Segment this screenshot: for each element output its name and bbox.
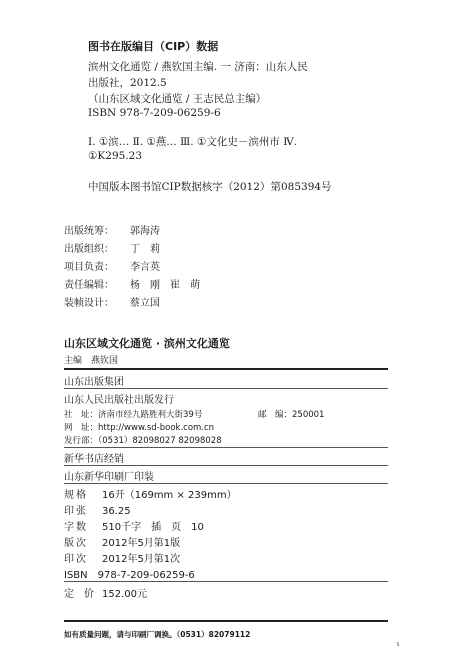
website-value: http://www.sd-book.com.cn [98,423,215,433]
staff-row-coordinator [64,222,160,237]
spec-label: 印次 [64,554,88,565]
printer: 山东新华印刷厂印装 [64,472,154,483]
main-editor [64,353,118,366]
staff-label: 出版统筹： [64,226,114,237]
editor-label: 主编 [64,356,83,366]
staff-label: 责任编辑： [64,280,114,291]
cip-line-3: （山东区域文化通览 / 王志民总主编） [88,93,267,105]
cip-line-2: 出版社，2012.5 [88,77,167,89]
publisher-group: 山东出版集团 [64,377,124,388]
publisher-postcode-row [258,408,324,420]
price-value: 152.00元 [102,589,147,600]
publisher-phone-row [64,434,222,446]
editor-name: 燕钦国 [91,356,119,366]
price-label: 定 价 [64,589,94,600]
publisher-address-row [64,408,202,420]
address-value: 济南市经九路胜利大街39号 [98,410,203,420]
spec-row-format [64,486,237,501]
isbn: ISBN 978-7-209-06259-6 [64,570,195,581]
spec-label: 印张 [64,506,88,517]
spec-value: 2012年5月第1版 [102,538,181,549]
cip-line-1: 滨州文化通览 / 燕钦国主编. 一 济南：山东人民 [88,61,308,73]
spec-row-wordcount [64,518,204,533]
spec-label: 字数 [64,522,88,533]
address-label: 社 址： [64,410,99,420]
staff-value: 蔡立国 [130,298,160,309]
divider [64,447,388,448]
divider [64,581,388,582]
spec-label: 规格 [64,490,88,501]
postcode-label: 邮 编： [258,410,293,420]
cip-title: 图书在版编目（CIP）数据 [88,40,219,53]
staff-label: 出版组织： [64,244,114,255]
spec-value: 2012年5月第1次 [102,554,181,565]
staff-label: 装帧设计： [64,298,114,309]
staff-value: 丁 莉 [130,244,160,255]
publisher-issuer: 山东人民出版社出版发行 [64,395,174,406]
publisher-website-row [64,421,214,433]
phone-label: 发行部： [64,436,99,446]
spec-row-printing [64,550,180,565]
phone-value: （0531）82098027 82098028 [98,436,222,446]
divider [64,465,388,466]
divider [64,483,388,484]
book-title: 山东区域文化通览 · 滨州文化通览 [64,337,230,350]
spec-row-sheets [64,502,131,517]
spec-value: 16开（169mm × 239mm） [102,490,237,501]
price-row [64,585,147,600]
postcode-value: 250001 [292,410,325,420]
quality-notice: 如有质量问题，请与印刷厂调换。（0531）82079112 [64,630,251,639]
spec-label: 版次 [64,538,88,549]
staff-label: 项目负责： [64,262,114,273]
cip-classification-code: ①K295.23 [88,150,142,162]
spec-row-edition [64,534,180,549]
staff-value: 郭海涛 [130,226,160,237]
cip-isbn-line: ISBN 978-7-209-06259-6 [88,107,221,119]
staff-row-organizer [64,240,160,255]
staff-value: 杨 刚 崔 萌 [130,280,200,291]
cip-verify-number: 中国版本图书馆CIP数据核字（2012）第085394号 [88,181,332,193]
distributor: 新华书店经销 [64,454,124,465]
staff-value: 李言英 [130,262,160,273]
cip-classification-line: Ⅰ. ①滨… Ⅱ. ①燕… Ⅲ. ①文化史－滨州市 Ⅳ. [88,136,298,148]
staff-row-designer [64,294,160,309]
spec-value: 36.25 [102,506,131,517]
divider [64,368,388,370]
staff-row-project-lead [64,258,160,273]
website-label: 网 址： [64,423,99,433]
divider [64,620,388,622]
corner-mark: ι [397,640,400,648]
staff-row-editor [64,276,200,291]
divider [64,388,388,389]
spec-value: 510千字 插 页 10 [102,522,204,533]
